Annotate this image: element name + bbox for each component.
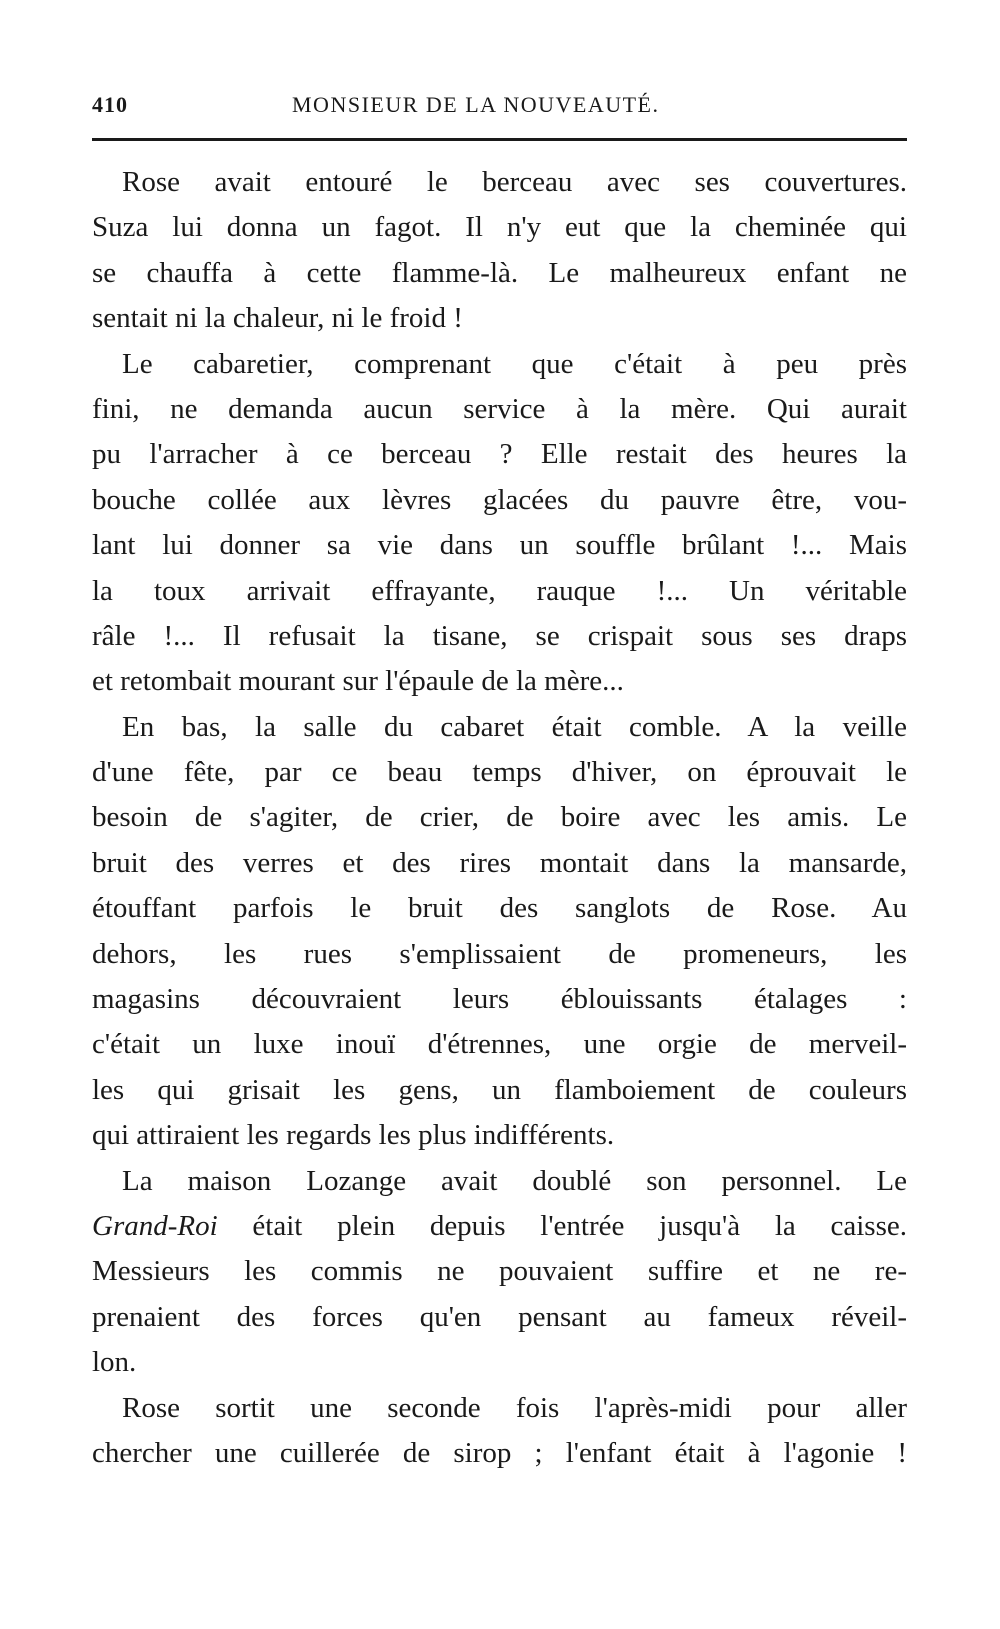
- paragraph: [92, 342, 907, 705]
- text-line: râle !... Il refusait la tisane, se crispait sous ses draps: [92, 619, 907, 652]
- text-line: se chauffa à cette flamme-là. Le malheureux enfant ne: [92, 256, 907, 289]
- text-line: la toux arrivait effrayante, rauque !... Un véritable: [92, 574, 907, 607]
- text-line: étouffant parfois le bruit des sanglots de Rose. Au: [92, 892, 907, 925]
- text-line: prenaient des forces qu'en pensant au fameux réveil-: [92, 1300, 907, 1333]
- text-line: Rose avait entouré le berceau avec ses couvertures.: [122, 166, 907, 198]
- text-line: chercher une cuillerée de sirop ; l'enfant était à l'agonie !: [92, 1436, 907, 1469]
- text-line: magasins découvraient leurs éblouissants étalages :: [92, 983, 907, 1016]
- text-line: c'était un luxe inouï d'étrennes, une orgie de merveil-: [92, 1028, 907, 1061]
- text-line: Rose sortit une seconde fois l'après-midi pour aller: [122, 1391, 907, 1424]
- running-title: MONSIEUR DE LA NOUVEAUTÉ.: [292, 92, 660, 117]
- paragraph: [92, 1386, 907, 1477]
- paragraph: [92, 705, 907, 1159]
- text-line: Suza lui donna un fagot. Il n'y eut que la cheminée qui: [92, 211, 907, 244]
- text-line: besoin de s'agiter, de crier, de boire avec les amis. Le: [92, 801, 907, 834]
- text-span: était plein depuis l'entrée jusqu'à la caisse.: [217, 1209, 907, 1242]
- text-line: dehors, les rues s'emplissaient de promeneurs, les: [92, 937, 907, 970]
- text-line: bouche collée aux lèvres glacées du pauvre être, vou-: [92, 483, 907, 516]
- text-line: lon.: [92, 1346, 137, 1379]
- text-line: pu l'arracher à ce berceau ? Elle restait des heures la: [92, 438, 907, 471]
- text-line: les qui grisait les gens, un flamboiement de couleurs: [92, 1073, 907, 1106]
- header-rule: [92, 138, 907, 141]
- text-line: fini, ne demanda aucun service à la mère. Qui aurait: [92, 392, 907, 425]
- text-line: [92, 1204, 907, 1249]
- text-line: Messieurs les commis ne pouvaient suffire et ne re-: [92, 1255, 907, 1288]
- body-text: [92, 160, 907, 1476]
- text-line: qui attiraient les regards les plus indifférents.: [92, 1119, 615, 1152]
- running-head: [92, 92, 907, 124]
- text-line: La maison Lozange avait doublé son personnel. Le: [122, 1164, 907, 1197]
- text-line: et retombait mourant sur l'épaule de la mère...: [92, 665, 624, 698]
- text-line: Le cabaretier, comprenant que c'était à peu près: [122, 347, 907, 380]
- text-line: sentait ni la chaleur, ni le froid !: [92, 302, 463, 335]
- text-line: lant lui donner sa vie dans un souffle brûlant !... Mais: [92, 529, 907, 562]
- paragraph: [92, 1159, 907, 1386]
- text-line: En bas, la salle du cabaret était comble. A la veille: [122, 710, 907, 743]
- italic-store-name: Grand-Roi: [92, 1209, 218, 1242]
- page-number: 410: [92, 92, 128, 117]
- text-line: d'une fête, par ce beau temps d'hiver, on éprouvait le: [92, 756, 907, 789]
- paragraph: [92, 160, 907, 342]
- text-line: bruit des verres et des rires montait dans la mansarde,: [92, 846, 907, 879]
